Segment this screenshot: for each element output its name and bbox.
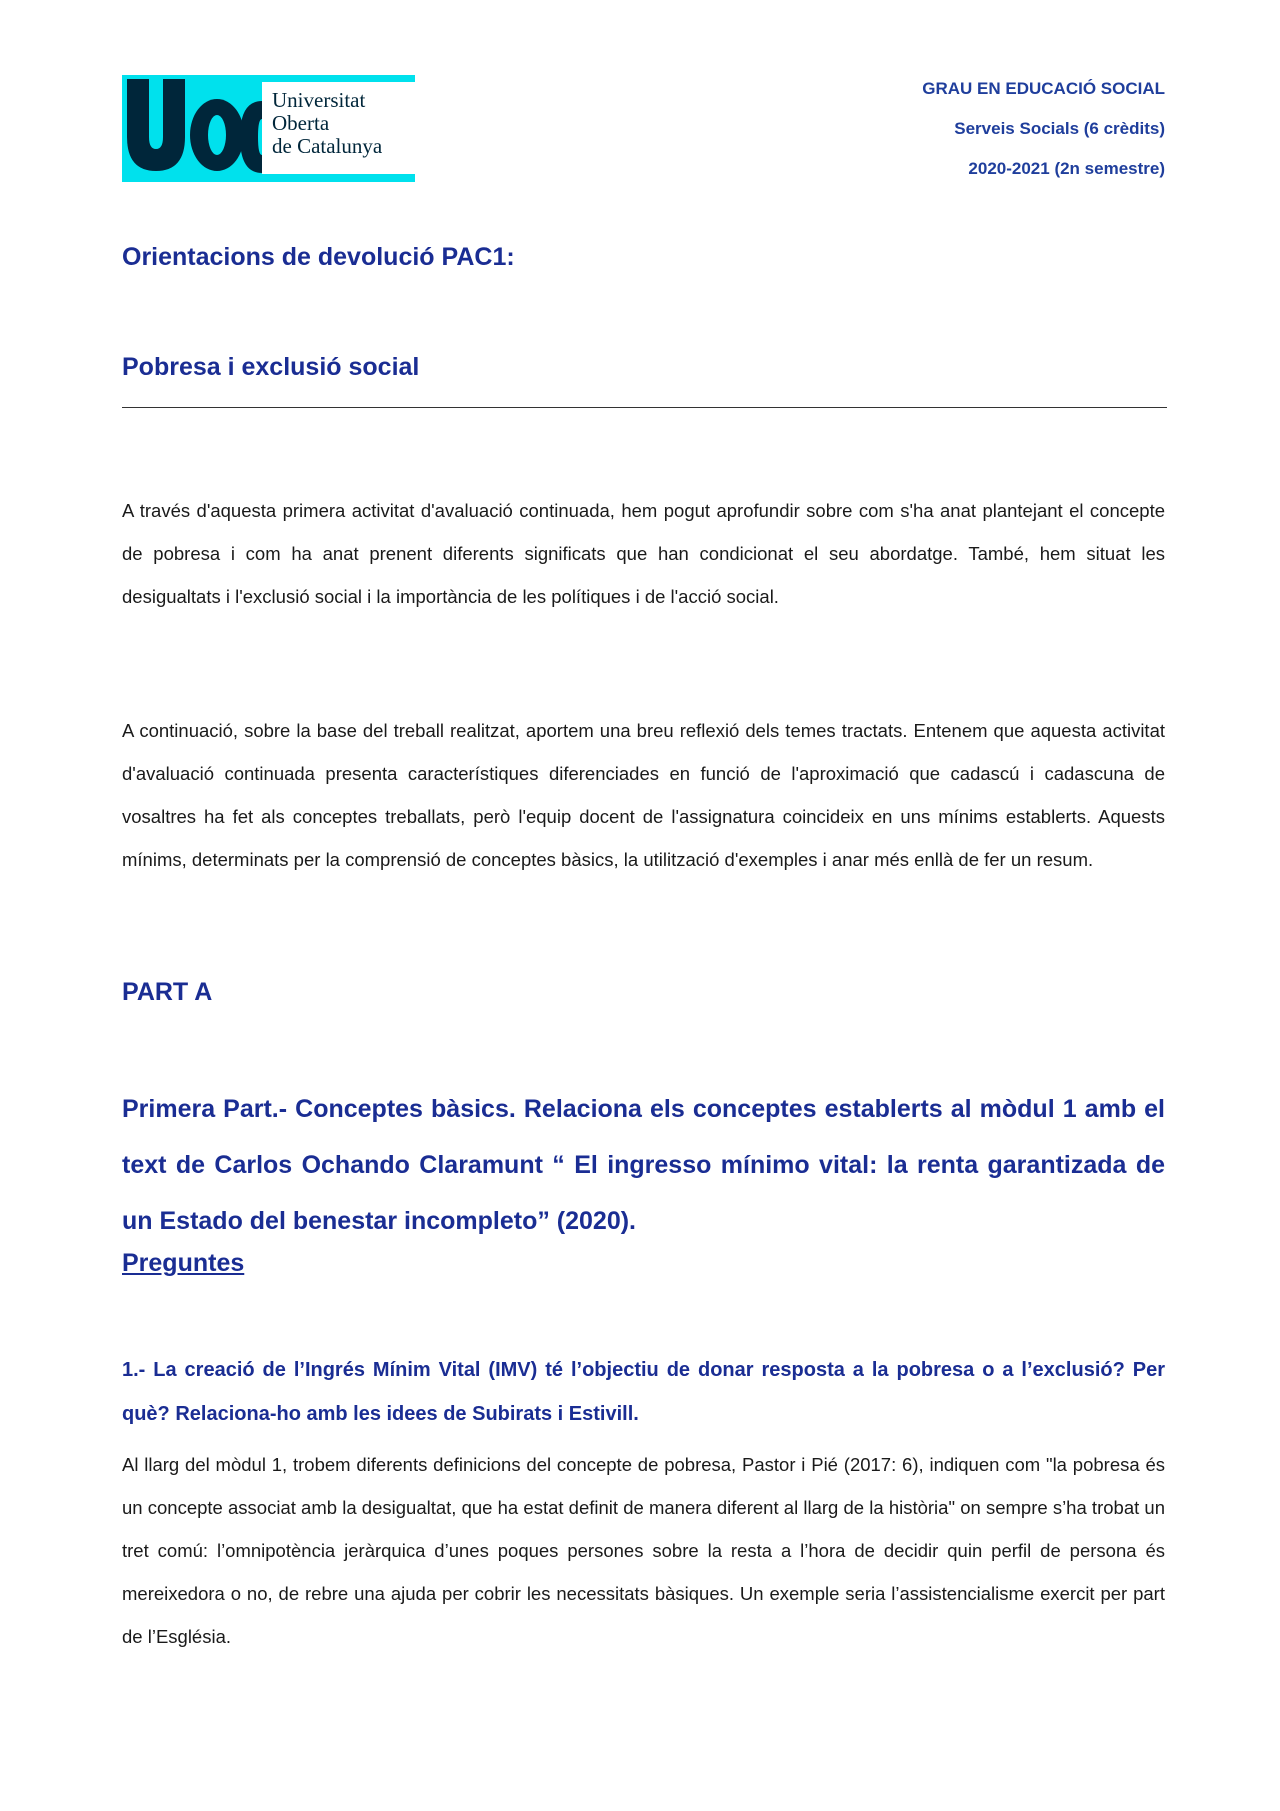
uoc-logo-graphic bbox=[122, 75, 415, 182]
program-name: GRAU EN EDUCACIÓ SOCIAL bbox=[922, 79, 1165, 98]
course-name: Serveis Socials (6 crèdits) bbox=[954, 119, 1165, 138]
logo-line-1: Universitat bbox=[272, 88, 366, 112]
logo-line-2: Oberta bbox=[272, 111, 330, 135]
questions-heading: Preguntes bbox=[122, 1249, 245, 1277]
academic-term: 2020-2021 (2n semestre) bbox=[968, 159, 1165, 178]
second-paragraph: A continuació, sobre la base del treball realitzat, aportem una breu reflexió dels temes tractats. Entenem que aquesta activitat d'avaluació continuada presenta característiques diferenciades en funció de l'aproximació que cadascú i cadascuna de vosaltres ha fet als conceptes treballats, però l'equip docent de l'assignatura coincideix en uns mínims establerts. Aquests mínims, determinats per la comprensió de conceptes bàsics, la utilització d'exemples i anar més enllà de fer un resum. bbox=[122, 720, 1165, 870]
question-1: 1.- La creació de l’Ingrés Mínim Vital (IMV) té l’objectiu de donar resposta a la pobresa o a l’exclusió? Per què? Relaciona-ho amb les idees de Subirats i Estivill. bbox=[122, 1359, 1165, 1425]
document-subtitle: Pobresa i exclusió social bbox=[122, 353, 420, 381]
section-heading: Primera Part.- Conceptes bàsics. Relaciona els conceptes establerts al mòdul 1 amb el text de Carlos Ochando Claramunt “ El ingresso mínimo vital: la renta garantizada de un Estado del benestar incompleto” (2020). bbox=[122, 1095, 1165, 1235]
part-heading: PART A bbox=[122, 978, 213, 1006]
intro-paragraph: A través d'aquesta primera activitat d'avaluació continuada, hem pogut aprofundir sobre com s'ha anat plantejant el concepte de pobresa i com ha anat prenent diferents significats que han condicionat el seu abordatge. També, hem situat les desigualtats i l'exclusió social i la importància de les polítiques i de l'acció social. bbox=[122, 500, 1165, 607]
logo-line-3: de Catalunya bbox=[272, 134, 383, 158]
title-divider bbox=[122, 407, 1167, 408]
answer-1-paragraph: Al llarg del mòdul 1, trobem diferents definicions del concepte de pobresa, Pastor i Pié (2017: 6), indiquen com "la pobresa és un concepte associat amb la desigualtat, que ha estat definit de manera diferent al llarg de la història" on sempre s’ha trobat un tret comú: l’omnipotència jeràrquica d’unes poques persones sobre la resta a l’hora de decidir quin perfil de persona és mereixedora o no, de rebre una ajuda per cobrir les necessitats bàsiques. Un exemple seria l’assistencialisme exercit per part de l’Església. bbox=[122, 1454, 1165, 1647]
uoc-logo bbox=[122, 75, 415, 182]
course-info bbox=[745, 76, 1165, 196]
document-title: Orientacions de devolució PAC1: bbox=[122, 243, 515, 271]
